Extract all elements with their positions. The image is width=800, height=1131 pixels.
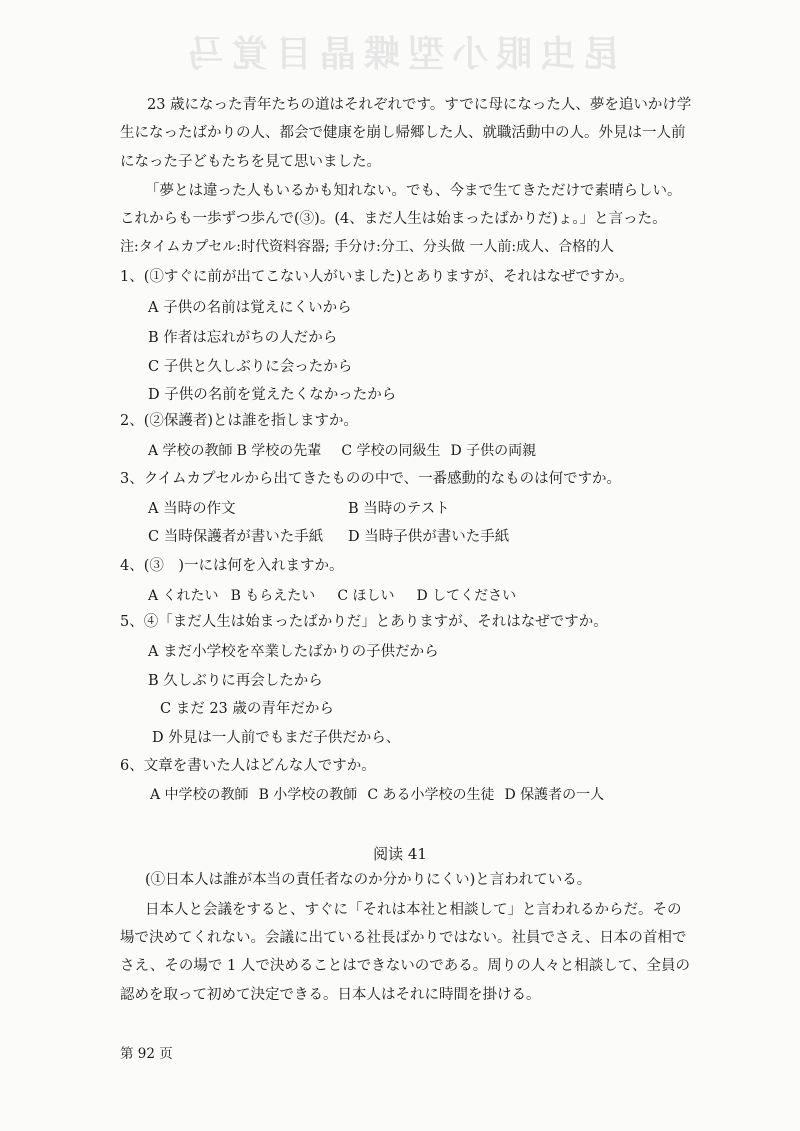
question-stem: 6、文章を書いた人はどんな人ですか。 bbox=[120, 758, 376, 774]
option-row bbox=[148, 440, 536, 460]
option-a[interactable]: A まだ小学校を卒業したばかりの子供だから bbox=[148, 644, 439, 660]
option-d[interactable]: D 保護者の一人 bbox=[504, 787, 605, 803]
option-d[interactable]: D 当時子供が書いた手紙 bbox=[348, 529, 510, 545]
page-number: 第 92 页 bbox=[120, 1046, 173, 1062]
option-d[interactable]: D してください bbox=[416, 588, 517, 604]
option-row bbox=[150, 784, 604, 804]
passage-line: 場で決めてくれない。会議に出ている社長ばかりではない。社員でさえ、日本の首相で bbox=[120, 930, 687, 946]
passage-line: (①日本人は誰が本当の責任者なのか分かりにくい)と言われている。 bbox=[145, 872, 592, 888]
option-b[interactable]: B 久しぶりに再会したから bbox=[148, 673, 323, 689]
question-stem: 2、(②保護者)とは誰を指しますか。 bbox=[120, 413, 359, 429]
option-c[interactable]: C まだ 23 歳の青年だから bbox=[160, 701, 334, 717]
option-a[interactable]: A 学校の教師 bbox=[148, 443, 233, 459]
option-c[interactable]: C ほしい bbox=[337, 588, 395, 604]
question-stem: 1、(①すぐに前が出てこない人がいました)とありますが、それはなぜですか。 bbox=[120, 269, 634, 285]
option-d[interactable]: D 子供の両親 bbox=[450, 443, 537, 459]
passage-line: さえ、その場で 1 人で決めることはできないのである。周りの人々と相談して、全員の bbox=[120, 958, 691, 974]
option-c[interactable]: C 学校の同級生 bbox=[341, 443, 441, 459]
option-a[interactable]: A 当時の作文 bbox=[148, 501, 236, 517]
option-row bbox=[148, 585, 516, 605]
option-a[interactable]: A 子供の名前は覚えにくいから bbox=[148, 300, 352, 316]
option-c[interactable]: C 子供と久しぶりに会ったから bbox=[148, 359, 353, 375]
question-stem: 4、(③ )一には何を入れますか。 bbox=[120, 558, 344, 574]
option-b[interactable]: B 小学校の教師 bbox=[258, 787, 358, 803]
option-d[interactable]: D 外見は一人前でもまだ子供だから、 bbox=[152, 730, 401, 746]
option-b[interactable]: B もらえたい bbox=[230, 588, 316, 604]
option-d[interactable]: D 子供の名前を覚えたくなかったから bbox=[148, 387, 397, 403]
option-c[interactable]: C 当時保護者が書いた手紙 bbox=[148, 529, 324, 545]
story-line: 「夢とは違った人もいるかも知れない。でも、今まで生てきただけで素晴らしい。 bbox=[145, 183, 682, 199]
option-b[interactable]: B 学校の先輩 bbox=[236, 443, 322, 459]
vocabulary-note: 注:タイムカプセル:时代资料容器; 手分け:分工、分头做 一人前:成人、合格的人 bbox=[120, 239, 615, 255]
story-line: これからも一歩ずつ歩んで(③)。(4、まだ人生は始まったばかりだ)ょ。」と言った。 bbox=[120, 211, 667, 227]
option-b[interactable]: B 作者は忘れがちの人だから bbox=[148, 330, 338, 346]
bleed-through-text: 昆虫眼小型蝶晶目覚马 bbox=[180, 34, 621, 75]
passage-line: 日本人と会議をすると、すぐに「それは本社と相談して」と言われるからだ。その bbox=[145, 902, 682, 918]
question-stem: 3、クイムカプセルから出てきたものの中で、一番感動的なものは何ですか。 bbox=[120, 471, 622, 487]
story-line: 23 歳になった青年たちの道はそれぞれです。すでに母になった人、夢を追いかけ学 bbox=[147, 97, 692, 113]
option-b[interactable]: B 当時のテスト bbox=[348, 501, 450, 517]
option-c[interactable]: C ある小学校の生徒 bbox=[367, 787, 495, 803]
story-line: 生になったばかりの人、都会で健康を崩し帰郷した人、就職活動中の人。外見は一人前 bbox=[120, 125, 686, 141]
story-line: になった子どもたちを見て思いました。 bbox=[120, 154, 381, 170]
option-a[interactable]: A 中学校の教師 bbox=[150, 787, 249, 803]
question-stem: 5、④「まだ人生は始まったばかりだ」とありますが、それはなぜですか。 bbox=[120, 614, 608, 630]
section-heading: 阅读 41 bbox=[373, 845, 427, 863]
option-a[interactable]: A くれたい bbox=[148, 588, 219, 604]
passage-line: 認めを取って初めて決定できる。日本人はそれに時間を掛ける。 bbox=[120, 987, 541, 1003]
